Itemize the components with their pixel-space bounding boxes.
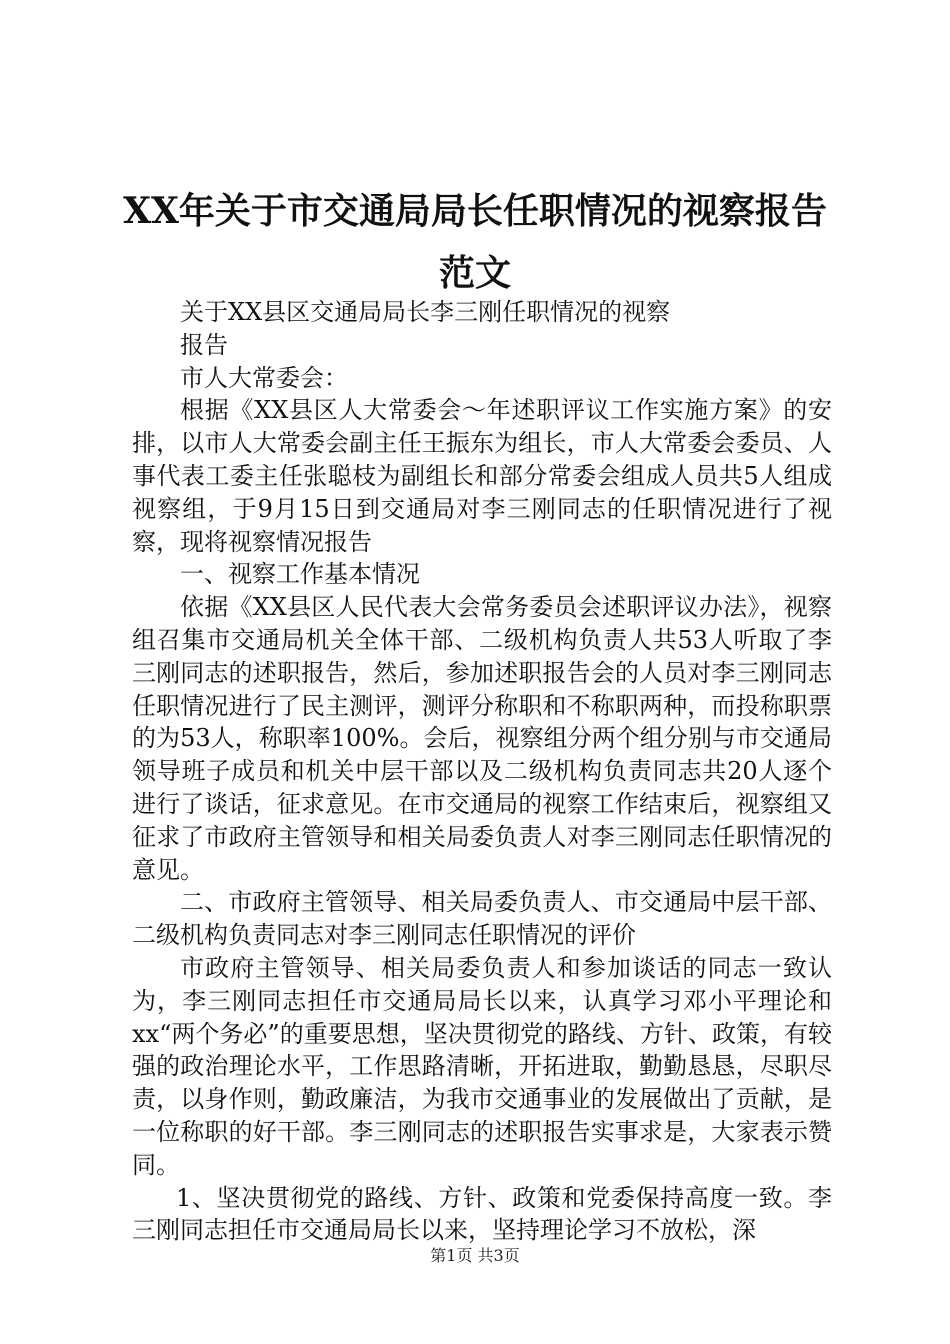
document-title: XX年关于市交通局局长任职情况的视察报告范文 xyxy=(123,190,827,295)
section-heading-1: 一、视察工作基本情况 xyxy=(180,560,420,589)
paragraph-section-1: 依据《XX县区人民代表大会常务委员会述职评议办法》，视察组召集市交通局机关全体干部、二级机构负责人共53人听取了李三刚同志的述职报告，然后，参加述职报告会的人员对李三刚同志任职情况进行了民主测评，测评分称职和不称职两种，而投称职票的为53人，称职率100%。会后，视察组分两个组分别与市交通局领导班子成员和机关中层干部以及二级机构负责同志共20人逐个进行了谈话，征求意见。在市交通局的视察工作结束后，视察组又征求了市政府主管领导和相关局委负责人对李三刚同志任职情况的意见。 xyxy=(132,593,832,884)
document-body xyxy=(132,296,832,1247)
page-number: 第1页 共3页 xyxy=(430,1246,520,1265)
subtitle-line-1: 关于XX县区交通局局长李三刚任职情况的视察 xyxy=(180,298,671,326)
paragraph-section-2: 市政府主管领导、相关局委负责人和参加谈话的同志一致认为，李三刚同志担任市交通局局长以来，认真学习邓小平理论和xx“两个务必”的重要思想，坚决贯彻党的路线、方针、政策，有较强的政治理论水平，工作思路清晰，开拓进取，勤勤恳恳，尽职尽责，以身作则，勤政廉洁，为我市交通事业的发展做出了贡献，是一位称职的好干部。李三刚同志的述职报告实事求是，大家表示赞同。 xyxy=(132,953,832,1179)
paragraph-point-1: 1、坚决贯彻党的路线、方针、政策和党委保持高度一致。李三刚同志担任市交通局局长以来，坚持理论学习不放松，深 xyxy=(132,1183,832,1245)
subtitle-line-2: 报告 xyxy=(180,330,228,359)
paragraph-intro: 根据《XX县区人大常委会～年述职评议工作实施方案》的安排，以市人大常委会副主任王振东为组长，市人大常委会委员、人事代表工委主任张聪枝为副组长和部分常委会组成人员共5人组成视察组，于9月15日到交通局对李三刚同志的任职情况进行了视察，现将视察情况报告 xyxy=(132,396,832,556)
salutation: 市人大常委会： xyxy=(180,363,348,392)
section-heading-2: 二、市政府主管领导、相关局委负责人、市交通局中层干部、二级机构负责同志对李三刚同志任职情况的评价 xyxy=(132,888,832,950)
